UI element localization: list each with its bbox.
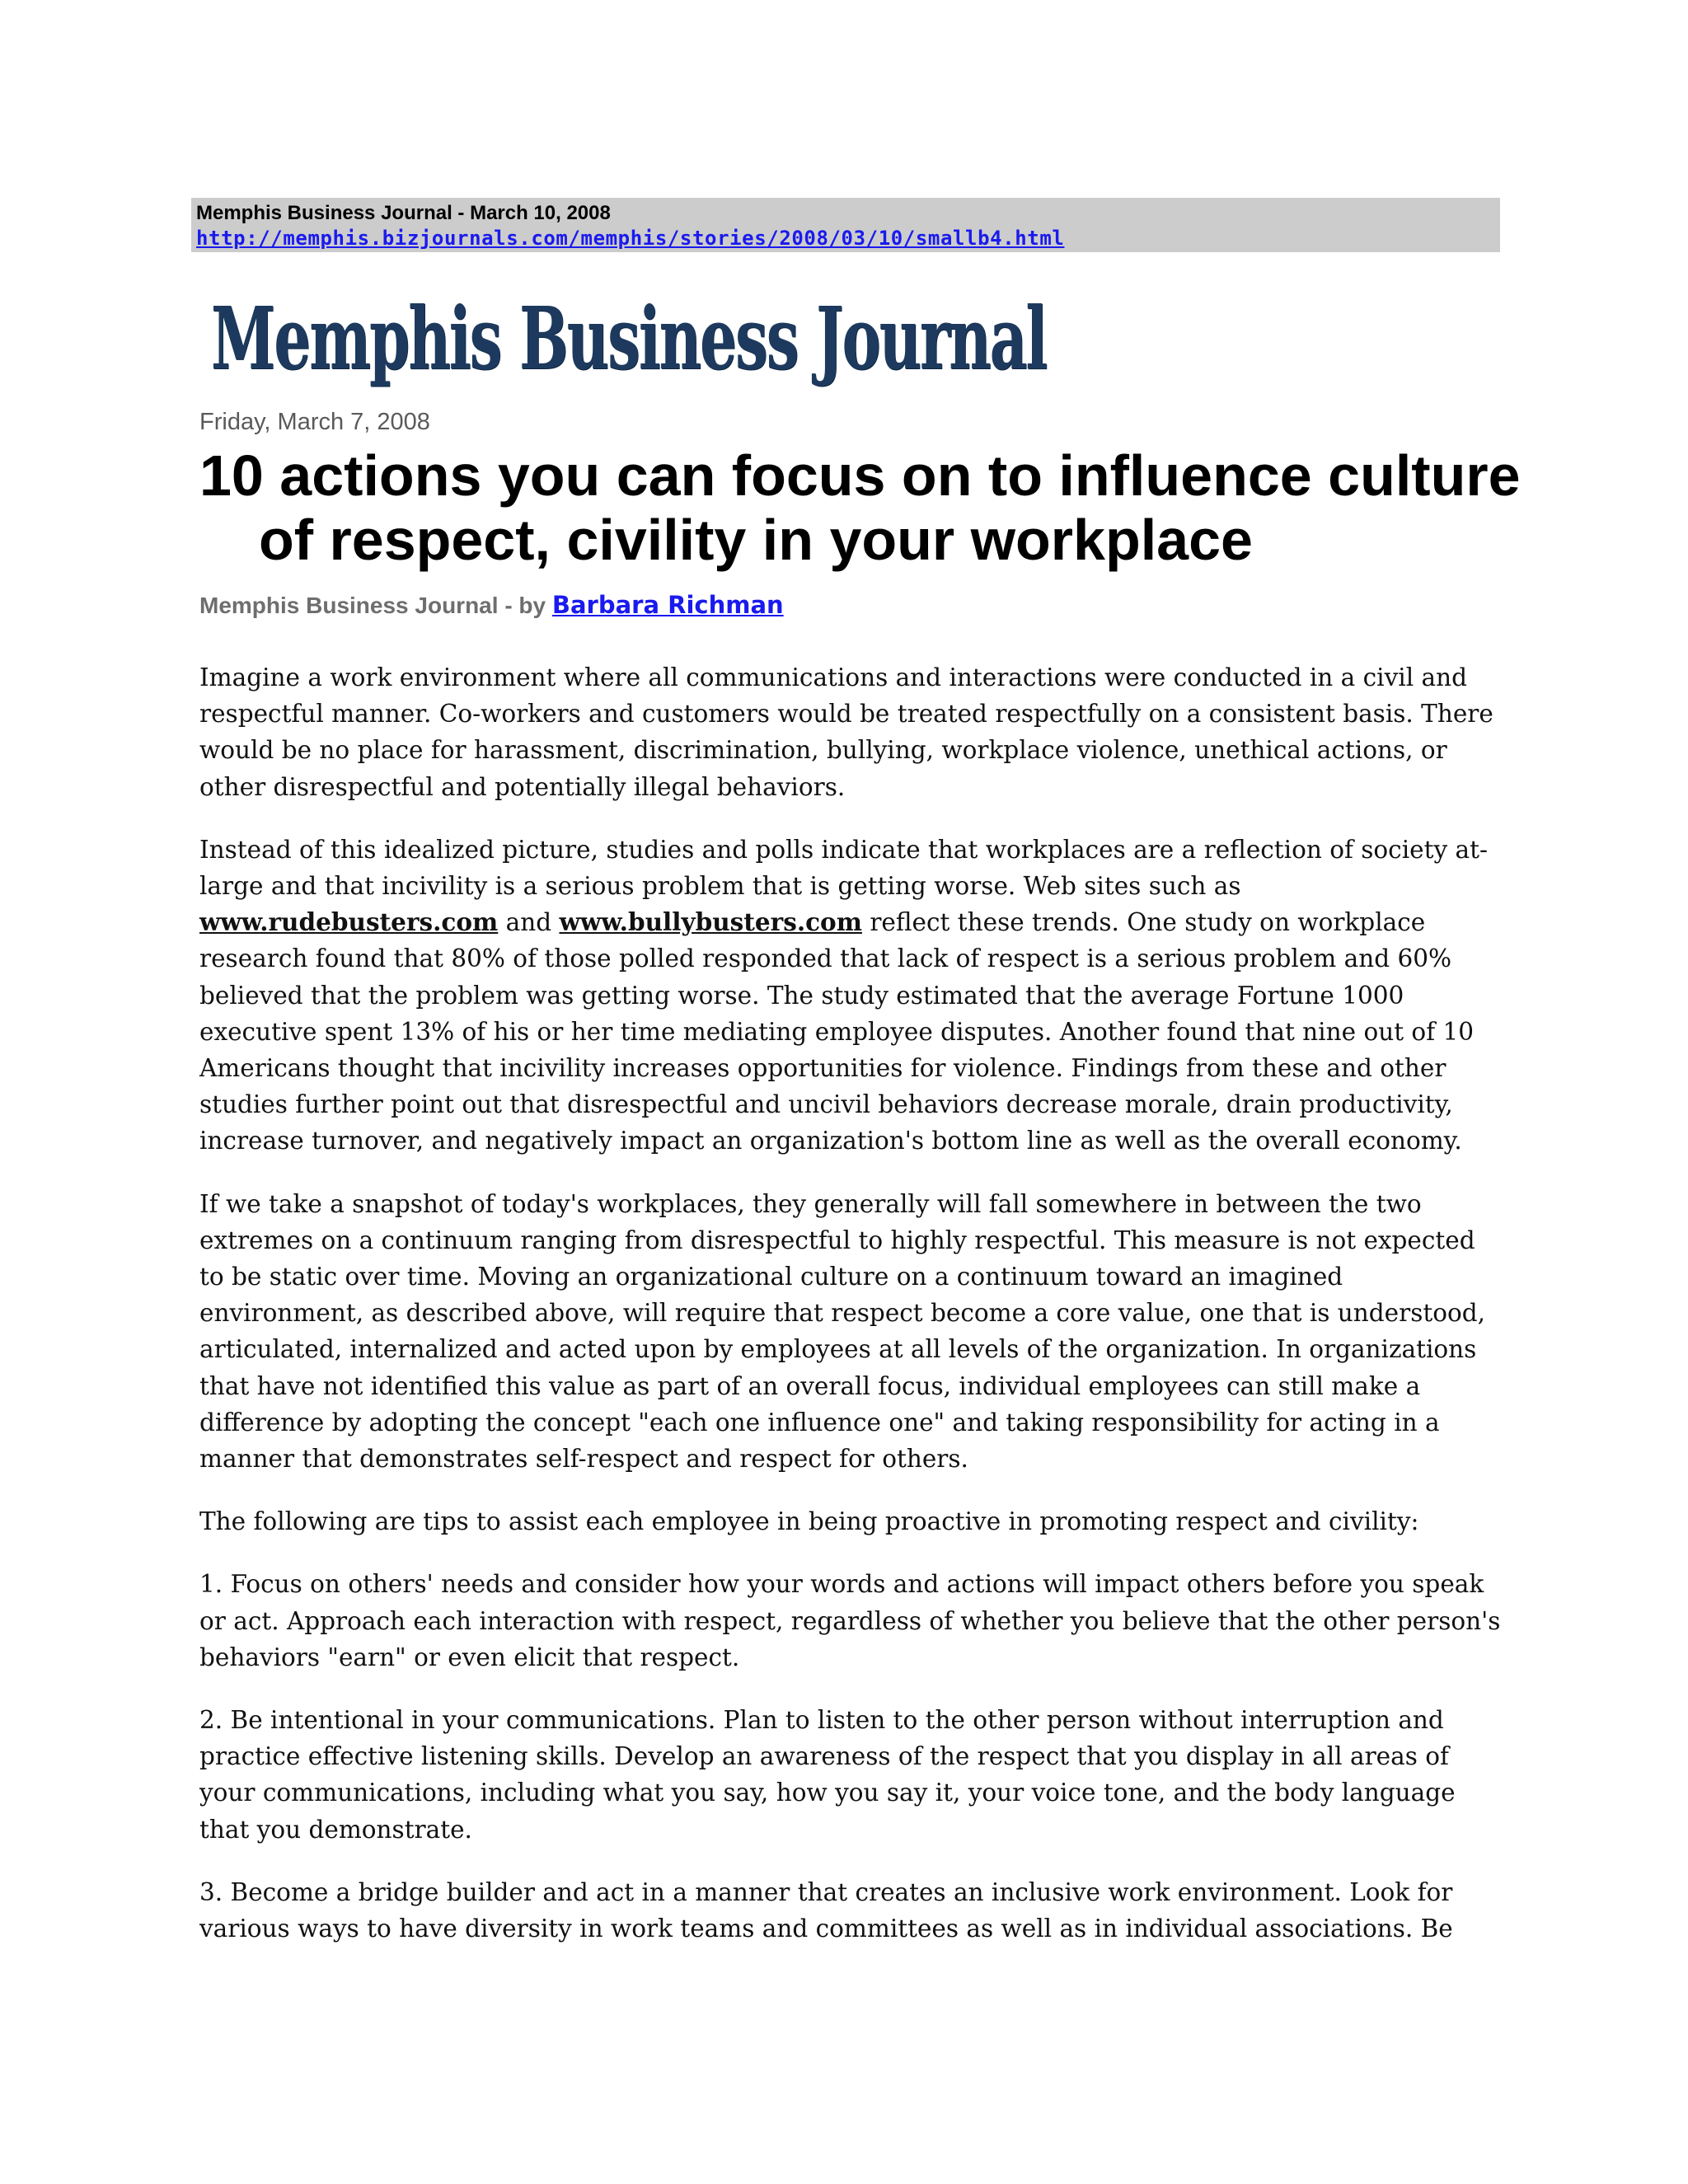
author-link[interactable]: Barbara Richman — [551, 591, 784, 619]
source-url-link[interactable]: http://memphis.bizjournals.com/memphis/stories/2008/03/10/smallb4.html — [196, 227, 1065, 250]
paragraph-2-text-b: reflect these trends. One study on workplace research found that 80% of those polled responded that lack of respect is a serious problem and 60% believed that the problem was getting worse. The study estimated that the average Fortune 1000 executive spent 13% of his or her time mediating employee disputes. Another found that nine out of 10 Americans thought that incivility increases opportunities for violence. Findings from these and other studies further point out that disrespectful and uncivil behaviors decrease morale, drain productivity, increase turnover, and negatively impact an organization's bottom line as well as the overall economy. — [199, 908, 1475, 1155]
masthead-logo — [211, 287, 1047, 390]
body-paragraph-2 — [199, 832, 1502, 1160]
article-dateline: Friday, March 7, 2008 — [199, 409, 430, 435]
article-title-line-1: 10 actions you can focus on to influence culture — [199, 443, 1521, 508]
source-publication-date: Memphis Business Journal - March 10, 2008 — [196, 202, 611, 224]
tip-2-paragraph: 2. Be intentional in your communications. Plan to listen to the other person without interruption and practice effective listening skills. Develop an awareness of the respect that you display in all areas of your communications, including what you say, how you say it, your voice tone, and the body language that you demonstrate. — [199, 1706, 1456, 1844]
body-paragraph-3: If we take a snapshot of today's workplaces, they generally will fall somewhere in between the two extremes on a continuum ranging from disrespectful to highly respectful. This measure is not expected to be static over time. Moving an organizational culture on a continuum toward an imagined environment, as described above, will require that respect become a core value, one that is understood, articulated, internalized and acted upon by employees at all levels of the organization. In organizations that have not identified this value as part of an overall focus, individual employees can still make a difference by adopting the concept "each one influence one" and taking responsibility for acting in a manner that demonstrates self-respect and respect for others. — [199, 1189, 1485, 1474]
body-paragraph-4: The following are tips to assist each employee in being proactive in promoting respect and civility: — [199, 1507, 1419, 1536]
body-paragraph-1: Imagine a work environment where all communications and interactions were conducted in a civil and respectful manner. Co-workers and customers would be treated respectfully on a consistent basis. There would be no place for harassment, discrimination, bullying, workplace violence, unethical actions, or other disrespectful and potentially illegal behaviors. — [199, 663, 1493, 801]
paragraph-2-text-a: Instead of this idealized picture, studies and polls indicate that workplaces are a reflection of society at-large and that incivility is a serious problem that is getting worse. Web sites such as — [199, 835, 1488, 901]
source-info-bar — [191, 198, 1500, 252]
masthead-logo-text: Memphis Business Journal — [211, 287, 1047, 389]
rudebusters-link[interactable]: www.rudebusters.com — [199, 907, 499, 937]
tip-1-paragraph: 1. Focus on others' needs and consider how your words and actions will impact others before you speak or act. Approach each interaction with respect, regardless of whether you believe that the other person's behaviors "earn" or even elicit that respect. — [199, 1570, 1501, 1671]
paragraph-2-and: and — [498, 908, 560, 937]
tip-3-paragraph: 3. Become a bridge builder and act in a manner that creates an inclusive work environment. Look for various ways to have diversity in work teams and committees as well as in individual associations. Be — [199, 1877, 1453, 1943]
article-body — [199, 659, 1502, 1973]
article-title-line-2: of respect, civility in your workplace — [259, 508, 1253, 572]
bullybusters-link[interactable]: www.bullybusters.com — [559, 907, 862, 937]
article-title — [199, 443, 1535, 572]
article-byline — [199, 590, 784, 621]
byline-prefix: Memphis Business Journal - by — [199, 593, 552, 618]
